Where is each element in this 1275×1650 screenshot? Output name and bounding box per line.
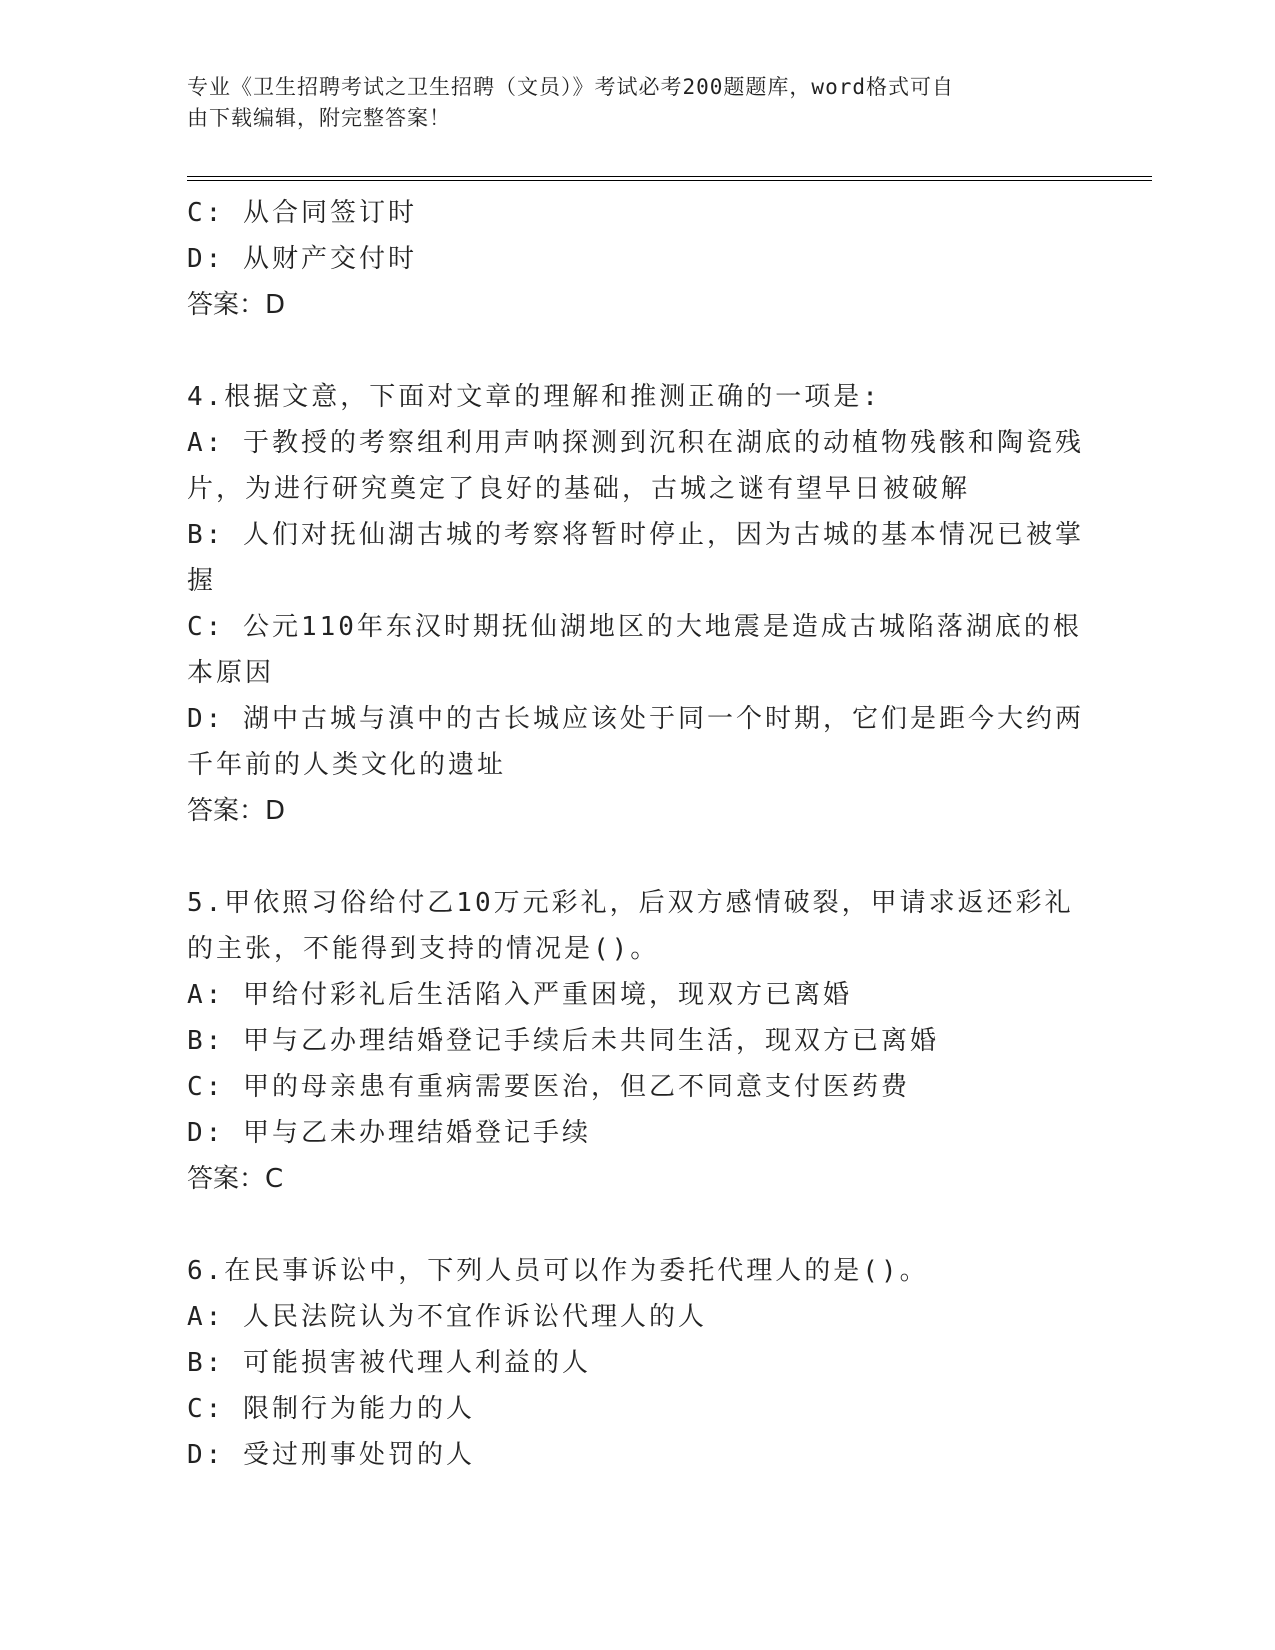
option-d-cont: 千年前的人类文化的遗址 — [187, 750, 507, 780]
header-divider-top — [187, 176, 1152, 177]
question-stem: 6.在民事诉讼中，下列人员可以作为委托代理人的是()。 — [187, 1256, 929, 1286]
document-header — [187, 72, 1067, 134]
option-d: D: 受过刑事处罚的人 — [187, 1440, 475, 1470]
question-stem-cont: 的主张，不能得到支持的情况是()。 — [187, 934, 660, 964]
answer: 答案：D — [187, 290, 286, 320]
option-b: B: 人们对抚仙湖古城的考察将暂时停止，因为古城的基本情况已被掌 — [187, 520, 1084, 550]
option-c: C: 甲的母亲患有重病需要医治，但乙不同意支付医药费 — [187, 1072, 910, 1102]
spacer — [187, 1202, 1087, 1248]
option-a: A: 人民法院认为不宜作诉讼代理人的人 — [187, 1302, 707, 1332]
spacer — [187, 834, 1087, 880]
option-c: C: 限制行为能力的人 — [187, 1394, 475, 1424]
option-c: C: 从合同签订时 — [187, 198, 417, 228]
question-stem: 4.根据文意，下面对文章的理解和推测正确的一项是: — [187, 382, 881, 412]
option-a-cont: 片，为进行研究奠定了良好的基础，古城之谜有望早日被破解 — [187, 474, 971, 504]
option-a: A: 甲给付彩礼后生活陷入严重困境，现双方已离婚 — [187, 980, 852, 1010]
option-c-cont: 本原因 — [187, 658, 275, 688]
answer: 答案：C — [187, 1164, 284, 1194]
option-d: D: 甲与乙未办理结婚登记手续 — [187, 1118, 591, 1148]
previous-question-tail — [187, 190, 1087, 328]
answer: 答案：D — [187, 796, 286, 826]
header-line-1: 专业《卫生招聘考试之卫生招聘（文员）》考试必考200题题库，word格式可自 — [187, 75, 954, 99]
option-c: C: 公元110年东汉时期抚仙湖地区的大地震是造成古城陷落湖底的根 — [187, 612, 1082, 642]
header-divider-bottom — [187, 180, 1152, 181]
question-stem: 5.甲依照习俗给付乙10万元彩礼，后双方感情破裂，甲请求返还彩礼 — [187, 888, 1074, 918]
header-line-2: 由下载编辑，附完整答案！ — [187, 106, 451, 130]
spacer — [187, 328, 1087, 374]
option-b: B: 甲与乙办理结婚登记手续后未共同生活，现双方已离婚 — [187, 1026, 939, 1056]
question-6 — [187, 1248, 1087, 1478]
option-d: D: 湖中古城与滇中的古长城应该处于同一个时期，它们是距今大约两 — [187, 704, 1084, 734]
question-content — [187, 190, 1087, 1478]
question-5 — [187, 880, 1087, 1202]
option-b-cont: 握 — [187, 566, 217, 596]
option-b: B: 可能损害被代理人利益的人 — [187, 1348, 591, 1378]
option-a: A: 于教授的考察组利用声呐探测到沉积在湖底的动植物残骸和陶瓷残 — [187, 428, 1084, 458]
option-d: D: 从财产交付时 — [187, 244, 417, 274]
question-4 — [187, 374, 1087, 834]
